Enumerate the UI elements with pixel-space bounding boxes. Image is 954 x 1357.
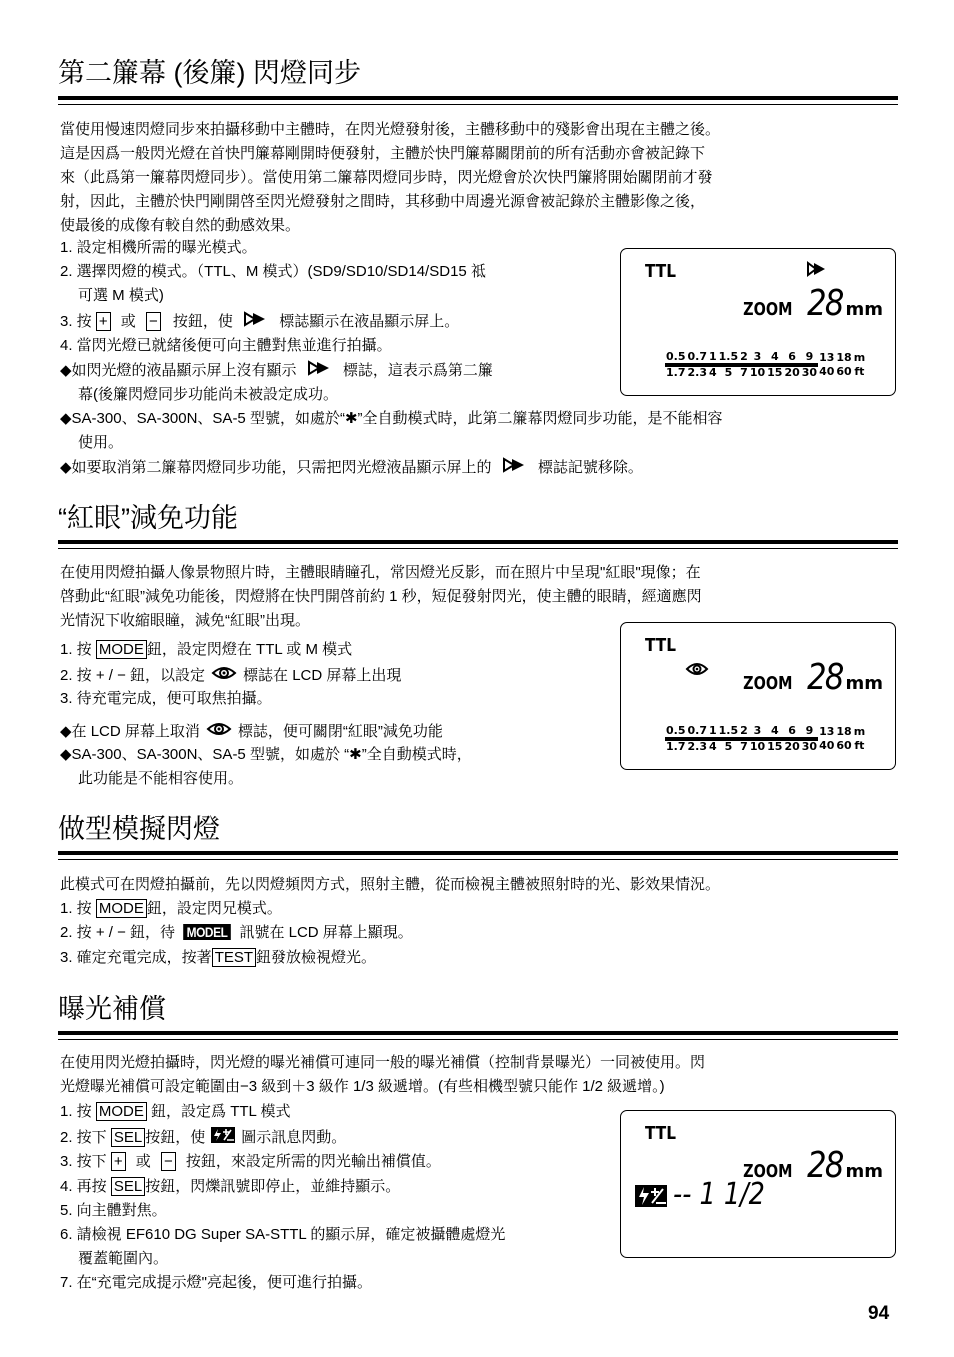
step-3 bbox=[60, 1152, 441, 1172]
m-tick: 18 bbox=[836, 351, 852, 364]
section-divider bbox=[58, 540, 898, 549]
ft-tick: 2.3 bbox=[687, 740, 707, 753]
step-2 bbox=[60, 923, 413, 943]
m-tick: 3 bbox=[749, 351, 766, 365]
paragraph-line: 這是因爲一般閃光燈在首快門簾幕剛開時便發射，主體於快門簾幕關閉前的所有活動亦會被記錄下 bbox=[60, 145, 706, 162]
m-tick: 1.5 bbox=[718, 724, 739, 737]
section-title-exposure-comp: 曝光補償 bbox=[58, 994, 166, 1024]
lcd-ttl: TTL bbox=[645, 261, 676, 282]
text: 1. 按 bbox=[60, 900, 92, 917]
mode-button-label: MODE bbox=[96, 899, 147, 918]
text: 訊號在 LCD 屏幕上顯現。 bbox=[239, 924, 413, 941]
section-divider bbox=[58, 1031, 898, 1040]
lcd-zoom bbox=[737, 283, 883, 324]
lcd-comp-value: -- 1 1/2 bbox=[673, 1177, 765, 1212]
ft-unit: ft bbox=[854, 739, 865, 752]
step-3 bbox=[60, 948, 376, 968]
zoom-label: ZOOM bbox=[743, 673, 793, 694]
zoom-value: 28 bbox=[806, 1145, 843, 1186]
m-tick: 0.7 bbox=[687, 350, 707, 363]
step-1 bbox=[60, 899, 282, 919]
ft-tick: 10 bbox=[749, 740, 766, 753]
zoom-value: 28 bbox=[806, 657, 843, 698]
text: 標誌，便可關閉“紅眼”減免功能 bbox=[237, 722, 443, 740]
note-cont: 使用。 bbox=[78, 434, 124, 451]
rear-sync-icon bbox=[502, 457, 528, 479]
text: 或 bbox=[120, 312, 136, 330]
ft-tick: 1.7 bbox=[666, 366, 686, 379]
m-tick: 0.7 bbox=[687, 724, 707, 737]
step-7: 7. 在“充電完成提示燈"亮起後，便可進行拍攝。 bbox=[60, 1274, 372, 1291]
text: 按鈕，來設定所需的閃光輸出補償值。 bbox=[185, 1153, 441, 1170]
text: ”全自動模式時， bbox=[361, 746, 472, 763]
ft-tick: 7 bbox=[740, 366, 748, 379]
ft-tick: 40 bbox=[819, 365, 835, 378]
ft-tick: 20 bbox=[784, 366, 800, 379]
ft-tick: 7 bbox=[740, 740, 748, 753]
ft-tick: 1.7 bbox=[666, 740, 686, 753]
text: 3. 按 bbox=[60, 312, 92, 330]
sel-button-label: SEL bbox=[111, 1177, 145, 1196]
distance-scale bbox=[665, 725, 866, 753]
m-tick: 0.5 bbox=[666, 350, 686, 363]
ft-tick: 4 bbox=[709, 740, 717, 753]
step-5: 5. 向主體對焦。 bbox=[60, 1202, 167, 1219]
step-1 bbox=[60, 640, 352, 660]
m-tick: 4 bbox=[766, 725, 783, 739]
mode-button-label: MODE bbox=[96, 1102, 147, 1121]
ft-tick: 60 bbox=[836, 365, 852, 378]
step-2-cont: 可選 M 模式) bbox=[78, 287, 164, 304]
text: 按鈕，使 bbox=[172, 312, 233, 330]
m-tick: 6 bbox=[783, 351, 800, 365]
zoom-unit: mm bbox=[845, 673, 883, 694]
ft-tick: 4 bbox=[709, 366, 717, 379]
step-2 bbox=[60, 1127, 346, 1147]
rear-sync-icon bbox=[307, 360, 333, 382]
distance-scale bbox=[665, 351, 866, 379]
step-1: 1. 設定相機所需的曝光模式。 bbox=[60, 239, 257, 256]
plus-button-label: + bbox=[96, 312, 111, 331]
minus-button-label: − bbox=[146, 312, 161, 331]
sel-button-label: SEL bbox=[111, 1128, 145, 1147]
lcd-display-rear-sync bbox=[620, 248, 896, 396]
m-tick: 13 bbox=[819, 351, 835, 364]
mode-button-label: MODE bbox=[96, 640, 147, 659]
section-divider bbox=[58, 851, 898, 860]
section-divider bbox=[58, 96, 898, 105]
ft-tick: 30 bbox=[801, 740, 818, 753]
text: 鈕，設定閃燈在 TTL 或 M 模式 bbox=[146, 641, 353, 658]
red-eye-icon bbox=[211, 665, 237, 687]
m-tick: 1.5 bbox=[718, 350, 739, 363]
paragraph-line: 來（此爲第一簾幕閃燈同步）。當使用第二簾幕閃燈同步時，閃光燈會於次快門簾將開始關閉前才發 bbox=[60, 169, 713, 186]
text: 2. 按 + / − 鈕，待 bbox=[60, 924, 176, 941]
text: 3. 確定充電完成，按著 bbox=[60, 949, 212, 966]
text: 3. 按下 bbox=[60, 1153, 107, 1170]
step-3 bbox=[60, 311, 459, 331]
step-3: 3. 待充電完成，便可取焦拍攝。 bbox=[60, 690, 272, 707]
paragraph-line: 光情況下收縮眼瞳，減免“紅眼”出現。 bbox=[60, 612, 310, 629]
m-tick: 18 bbox=[836, 725, 852, 738]
ft-tick: 5 bbox=[724, 366, 733, 379]
text: 1. 按 bbox=[60, 641, 92, 658]
m-tick: 13 bbox=[819, 725, 835, 738]
section-title-modeling-flash: 做型模擬閃燈 bbox=[58, 814, 220, 844]
lcd-ttl: TTL bbox=[645, 1123, 676, 1144]
flash-compensation-icon bbox=[211, 1127, 235, 1149]
m-tick: 9 bbox=[801, 351, 818, 365]
m-tick: 2 bbox=[740, 724, 748, 737]
note bbox=[60, 360, 493, 380]
rear-sync-icon bbox=[807, 261, 827, 281]
ft-tick: 15 bbox=[767, 366, 783, 379]
note-cont: 幕(後簾閃燈同步功能尚未被設定成功。 bbox=[78, 386, 338, 403]
text: 4. 再按 bbox=[60, 1178, 107, 1195]
m-tick: 6 bbox=[783, 725, 800, 739]
note bbox=[60, 457, 643, 477]
flash-compensation-icon bbox=[635, 1185, 667, 1211]
m-unit: m bbox=[853, 725, 866, 738]
step-6: 6. 請檢視 EF610 DG Super SA-STTL 的顯示屏，確定被攝體處燈光 bbox=[60, 1226, 506, 1243]
plus-button-label: + bbox=[111, 1152, 126, 1171]
m-unit: m bbox=[853, 351, 866, 364]
note bbox=[60, 721, 443, 741]
paragraph-line: 在使用閃光燈拍攝時，閃光燈的曝光補償可連同一般的曝光補償（控制背景曝光）一同被使用。閃 bbox=[60, 1054, 706, 1071]
lcd-zoom bbox=[737, 657, 883, 698]
ft-tick: 2.3 bbox=[687, 366, 707, 379]
step-2 bbox=[60, 665, 401, 685]
ft-tick: 5 bbox=[724, 740, 733, 753]
ft-tick: 20 bbox=[784, 740, 800, 753]
text: 鈕，設定爲 TTL 模式 bbox=[151, 1103, 291, 1120]
m-tick: 1 bbox=[709, 724, 717, 737]
m-tick: 4 bbox=[766, 351, 783, 365]
m-tick: 2 bbox=[740, 350, 748, 363]
zoom-unit: mm bbox=[845, 299, 883, 320]
text: 2. 按 + / − 鈕，以設定 bbox=[60, 666, 206, 684]
paragraph-line: 光燈曝光補償可設定範圍由−3 級到＋3 級作 1/3 級遞增。(有些相機型號只能作 1/2 級遞增。) bbox=[60, 1078, 665, 1095]
zoom-label: ZOOM bbox=[743, 299, 793, 320]
text: 標誌顯示在液晶顯示屏上。 bbox=[279, 312, 460, 330]
step-4: 4. 當閃光燈已就緒後便可向主體對焦並進行拍攝。 bbox=[60, 337, 392, 354]
text: 2. 按下 bbox=[60, 1128, 107, 1146]
lcd-ttl: TTL bbox=[645, 635, 676, 656]
m-tick: 3 bbox=[749, 725, 766, 739]
m-tick: 0.5 bbox=[666, 724, 686, 737]
zoom-label: ZOOM bbox=[743, 1161, 793, 1182]
text: 按鈕，閃爍訊號即停止，並維持顯示。 bbox=[145, 1178, 401, 1195]
text: 鈕，設定閃兄模式。 bbox=[146, 900, 282, 917]
red-eye-icon bbox=[206, 721, 232, 743]
model-indicator: MODEL bbox=[183, 924, 231, 940]
note bbox=[60, 409, 723, 429]
text: 按鈕，使 bbox=[145, 1128, 206, 1146]
ft-unit: ft bbox=[854, 365, 865, 378]
zoom-unit: mm bbox=[845, 1161, 883, 1182]
zoom-value: 28 bbox=[806, 283, 843, 324]
text: 標誌在 LCD 屏幕上出現 bbox=[243, 666, 402, 684]
text: ◆如閃光燈的液晶顯示屏上沒有顯示 bbox=[60, 361, 297, 379]
paragraph-line: 射，因此，主體於快門剛開啓至閃光燈發射之間時，其移動中周邊光源會被記錄於主體影像之後， bbox=[60, 193, 706, 210]
note-cont: 此功能是不能相容使用。 bbox=[78, 770, 244, 787]
lcd-display-red-eye bbox=[620, 622, 896, 770]
page-number: 94 bbox=[868, 1303, 890, 1324]
ft-tick: 60 bbox=[836, 739, 852, 752]
asterisk-icon: ✱ bbox=[344, 410, 358, 427]
text: ”全自動模式時，此第二簾幕閃燈同步功能，是不能相容 bbox=[357, 410, 723, 427]
asterisk-icon: ✱ bbox=[349, 746, 362, 763]
text: 標誌，這表示爲第二簾 bbox=[342, 361, 493, 379]
red-eye-icon bbox=[685, 661, 709, 681]
text: ◆SA-300、SA-300N、SA-5 型號，如處於“ bbox=[60, 410, 345, 427]
note bbox=[60, 745, 472, 765]
paragraph-line: 使最後的成像有較自然的動感效果。 bbox=[60, 217, 301, 234]
section-title-rear-curtain-sync: 第二簾幕 (後簾) 閃燈同步 bbox=[58, 58, 361, 88]
text: 1. 按 bbox=[60, 1103, 92, 1120]
m-tick: 9 bbox=[801, 725, 818, 739]
text: ◆在 LCD 屏幕上取消 bbox=[60, 722, 200, 740]
lcd-display-exposure-comp bbox=[620, 1110, 896, 1258]
ft-tick: 30 bbox=[801, 366, 818, 379]
text: 鈕發放檢視燈光。 bbox=[256, 949, 377, 966]
m-tick: 1 bbox=[709, 350, 717, 363]
paragraph-line: 在使用閃燈拍攝人像景物照片時，主體眼睛瞳孔，常因燈光反影，而在照片中呈現"紅眼"現像；在 bbox=[60, 564, 701, 581]
rear-sync-icon bbox=[243, 311, 269, 333]
ft-tick: 15 bbox=[767, 740, 783, 753]
text: ◆SA-300、SA-300N、SA-5 型號，如處於 “ bbox=[60, 746, 350, 763]
minus-button-label: − bbox=[161, 1152, 176, 1171]
test-button-label: TEST bbox=[212, 948, 256, 967]
paragraph-line: 當使用慢速閃燈同步來拍攝移動中主體時，在閃光燈發射後，主體移動中的殘影會出現在主體之後。 bbox=[60, 121, 721, 138]
ft-tick: 40 bbox=[819, 739, 835, 752]
text: 圖示訊息閃動。 bbox=[241, 1128, 347, 1146]
section-title-red-eye: “紅眼”減免功能 bbox=[58, 503, 238, 533]
step-2: 2. 選擇閃燈的模式。（TTL、M 模式）(SD9/SD10/SD14/SD15 祗 bbox=[60, 263, 486, 280]
step-4 bbox=[60, 1177, 400, 1197]
paragraph-line: 啓動此“紅眼”減免功能後，閃燈將在快門開啓前約 1 秒，短促發射閃光，使主體的眼睛，經適應閃 bbox=[60, 588, 702, 605]
step-1 bbox=[60, 1102, 290, 1122]
step-6-cont: 覆蓋範圍內。 bbox=[78, 1250, 169, 1267]
paragraph-line: 此模式可在閃燈拍攝前，先以閃燈頻閃方式，照射主體，從而檢視主體被照射時的光、影效果情況。 bbox=[60, 876, 721, 893]
text: 標誌記號移除。 bbox=[537, 458, 643, 476]
text: 或 bbox=[135, 1153, 151, 1170]
ft-tick: 10 bbox=[749, 366, 766, 379]
text: ◆如要取消第二簾幕閃燈同步功能，只需把閃光燈液晶顯示屏上的 bbox=[60, 458, 492, 476]
